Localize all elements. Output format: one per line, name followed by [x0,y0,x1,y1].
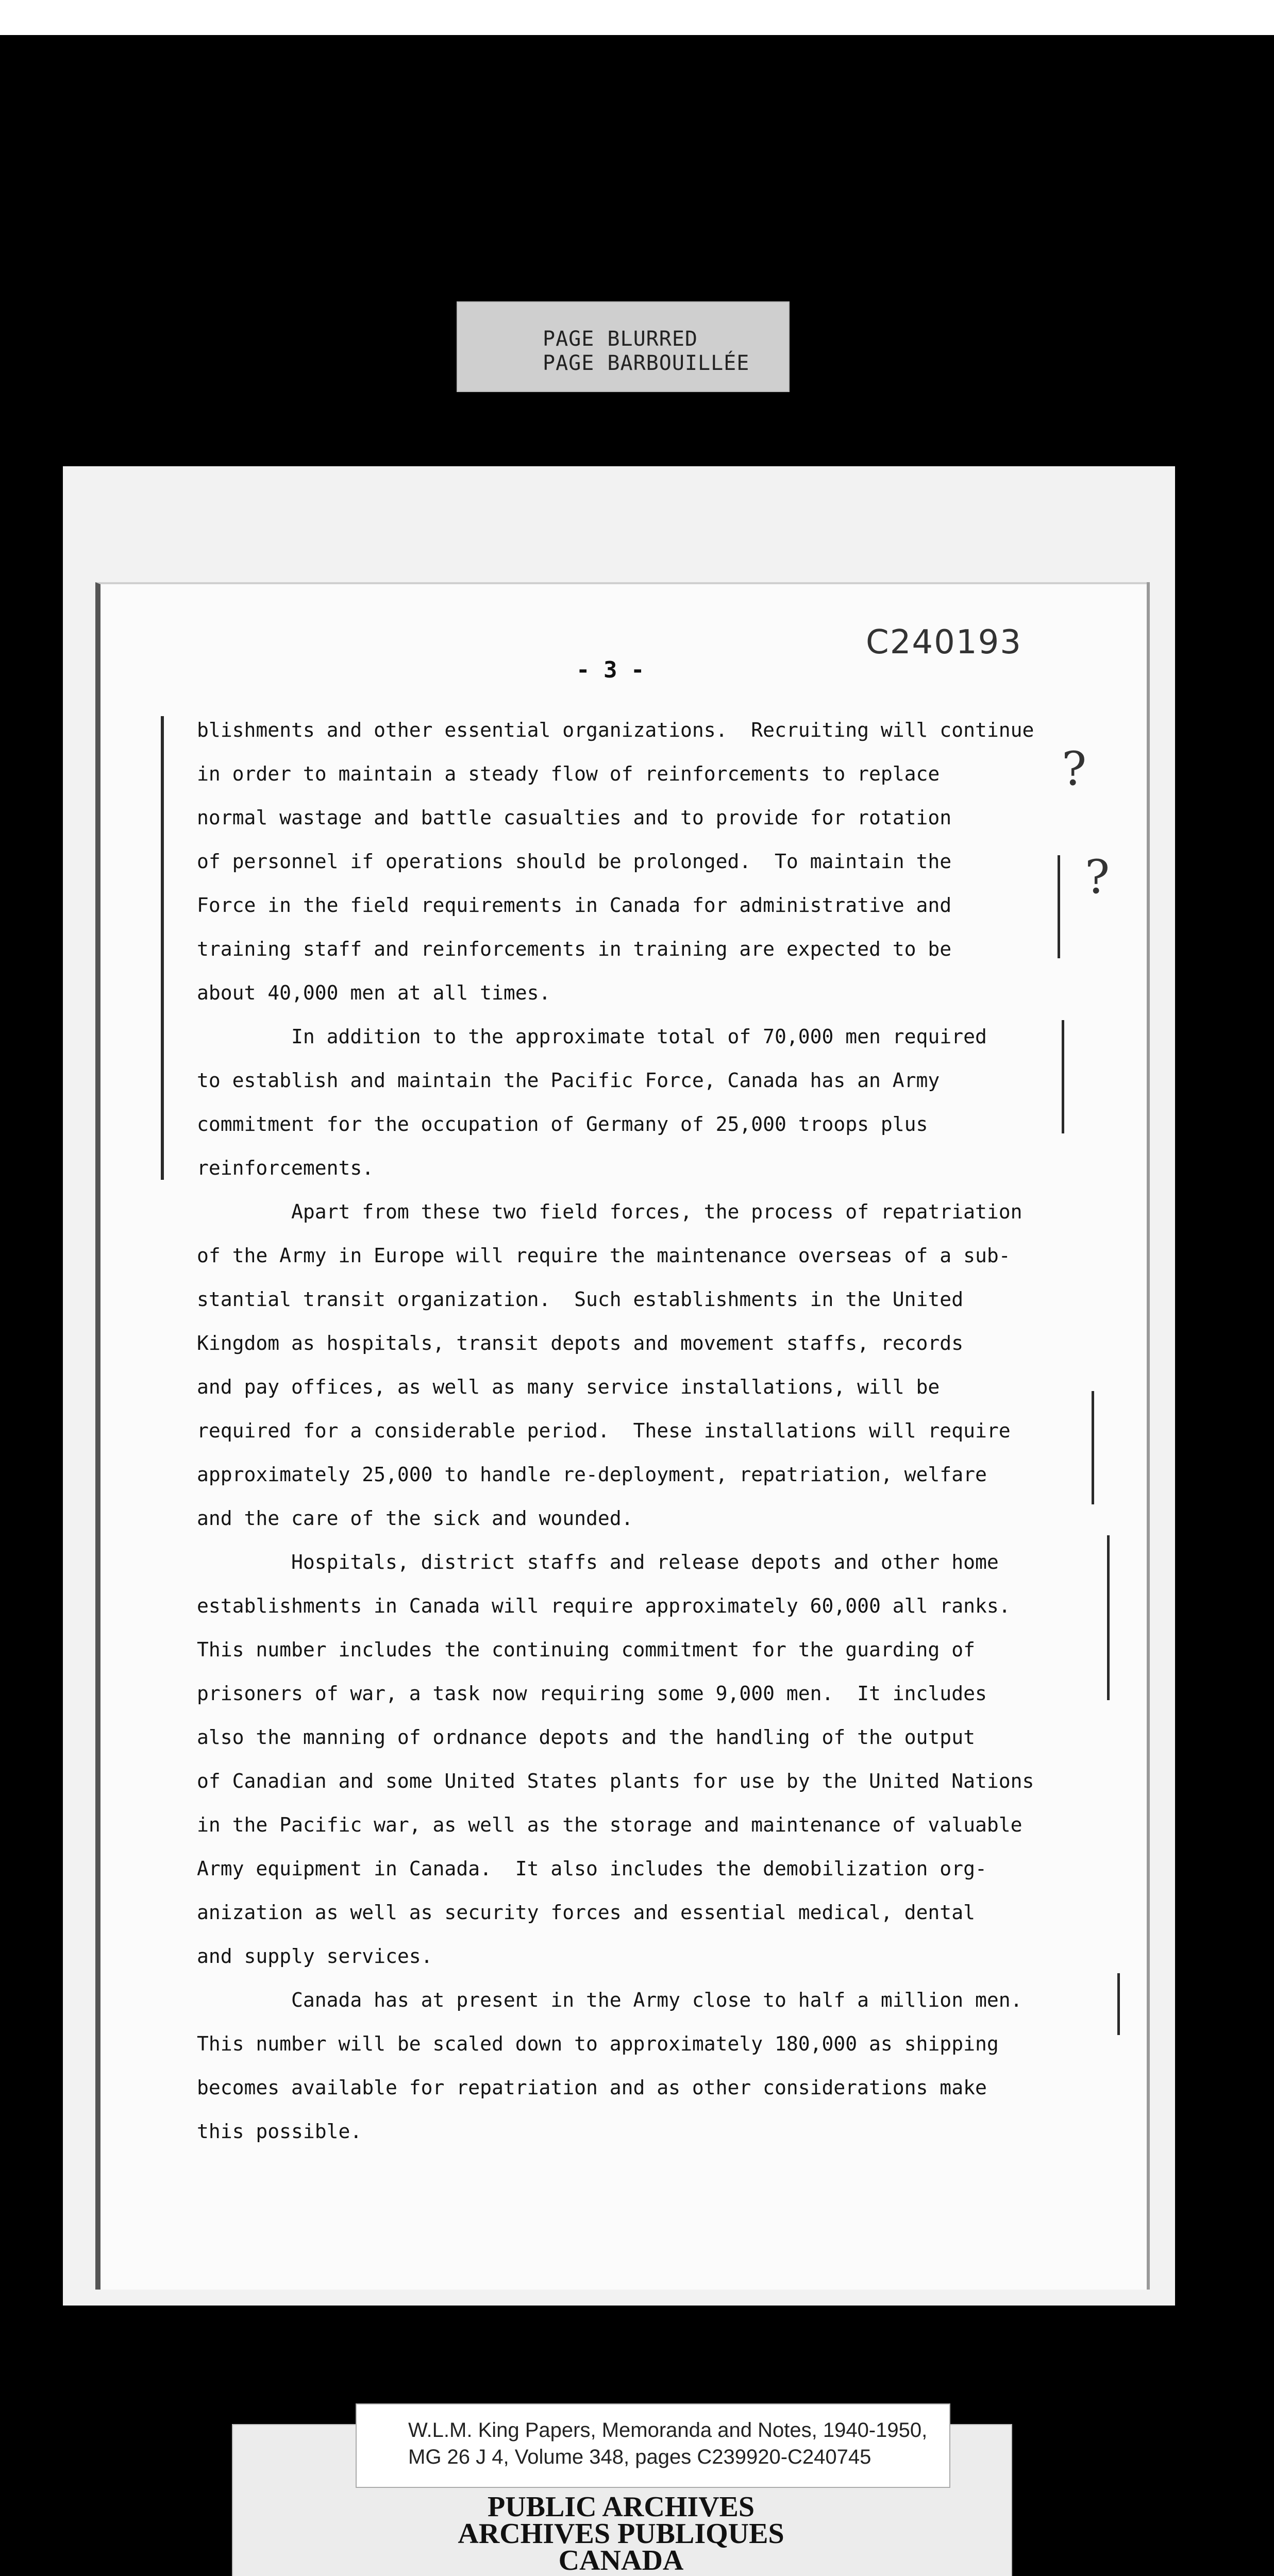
text-line: anization as well as security forces and essential medical, dental [197,1901,975,1924]
text-line: approximately 25,000 to handle re-deployment, repatriation, welfare [197,1463,987,1486]
text-line: reinforcements. [197,1157,374,1179]
document-reference-number: C240193 [866,623,1022,662]
question-mark-annotation: ? [1062,742,1087,796]
citation-label [356,2403,950,2488]
text-line: prisoners of war, a task now requiring some 9,000 men. It includes [197,1682,987,1705]
page-blurred-stamp [457,301,790,392]
text-line: this possible. [197,2120,362,2143]
text-line: in the Pacific war, as well as the storage and maintenance of valuable [197,1814,1022,1836]
question-mark-annotation: ? [1085,850,1110,904]
text-line: In addition to the approximate total of 70,000 men required [197,1025,987,1048]
margin-line-right [1062,1020,1064,1133]
margin-line-right [1058,855,1060,958]
archives-line-french: ARCHIVES PUBLIQUES [458,2518,784,2550]
text-line: Hospitals, district staffs and release depots and other home [197,1551,999,1573]
text-line: Army equipment in Canada. It also includes the demobilization org- [197,1857,987,1880]
text-line: becomes available for repatriation and as other considerations make [197,2076,987,2099]
text-line: to establish and maintain the Pacific Force, Canada has an Army [197,1069,940,1092]
text-line: also the manning of ordnance depots and the handling of the output [197,1726,975,1749]
stamp-line-french: PAGE BARBOUILLÉE [543,351,750,375]
text-line: This number will be scaled down to approximately 180,000 as shipping [197,2032,999,2055]
text-line: and supply services. [197,1945,433,1968]
margin-line-right [1117,1973,1120,2035]
text-line: and the care of the sick and wounded. [197,1507,633,1530]
archives-line-country: CANADA [558,2545,684,2576]
public-archives-stamp [232,2491,1010,2576]
document-body [197,708,1125,2154]
text-line: of personnel if operations should be prolonged. To maintain the [197,850,952,873]
page-number: - 3 - [576,657,645,683]
text-line: normal wastage and battle casualties and to provide for rotation [197,806,952,829]
text-line: Apart from these two field forces, the process of repatriation [197,1200,1022,1223]
text-line: about 40,000 men at all times. [197,981,551,1004]
text-line: and pay offices, as well as many service installations, will be [197,1376,940,1398]
text-line: required for a considerable period. These installations will require [197,1419,1011,1442]
text-line: This number includes the continuing commitment for the guarding of [197,1638,975,1661]
stamp-line-english: PAGE BLURRED [543,327,698,351]
margin-line-right [1107,1535,1110,1700]
margin-line-left [161,716,164,1180]
archives-line-english: PUBLIC ARCHIVES [487,2491,755,2523]
text-line: stantial transit organization. Such establishments in the United [197,1288,964,1311]
text-line: of Canadian and some United States plants for use by the United Nations [197,1770,1034,1792]
text-line: Kingdom as hospitals, transit depots and movement staffs, records [197,1332,964,1354]
text-line: commitment for the occupation of Germany of 25,000 troops plus [197,1113,928,1136]
text-line: establishments in Canada will require approximately 60,000 all ranks. [197,1595,1011,1617]
text-line: Canada has at present in the Army close to half a million men. [197,1989,1022,2011]
citation-line-1: W.L.M. King Papers, Memoranda and Notes, 1940-1950, [408,2419,928,2442]
text-line: in order to maintain a steady flow of reinforcements to replace [197,762,940,785]
text-line: Force in the field requirements in Canada for administrative and [197,894,952,917]
top-border-strip [0,0,1274,35]
text-line: blishments and other essential organizations. Recruiting will continue [197,719,1034,741]
text-line: training staff and reinforcements in training are expected to be [197,938,952,960]
margin-line-right [1092,1391,1094,1504]
citation-line-2: MG 26 J 4, Volume 348, pages C239920-C240745 [408,2446,871,2468]
text-line: of the Army in Europe will require the maintenance overseas of a sub- [197,1244,1011,1267]
